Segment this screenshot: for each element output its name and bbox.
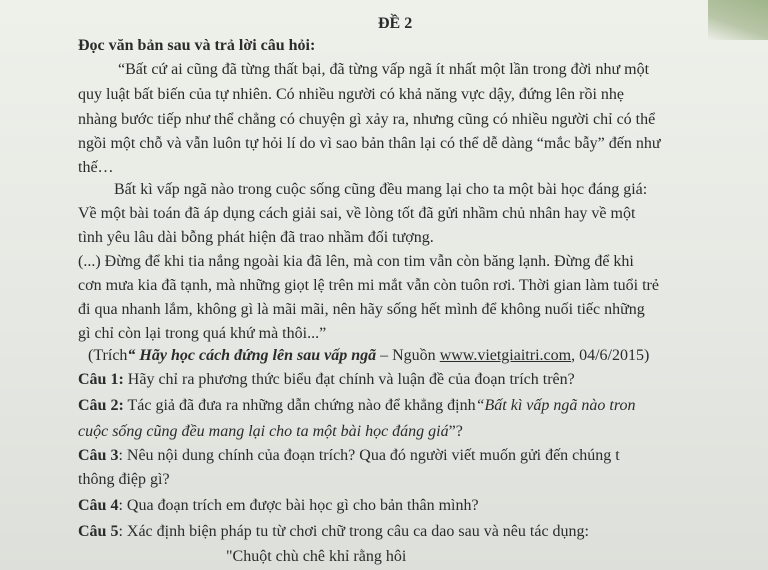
poem-line: "Chuột chù chê khỉ rằng hôi [226, 548, 407, 565]
passage-line: quy luật bất biến của tự nhiên. Có nhiều người có khả năng vực dậy, đứng lên rồi nhẹ [78, 86, 624, 103]
question-text: Tác giả đã đưa ra những dẫn chứng nào để khẳng định [123, 397, 476, 414]
instruction: Đọc văn bản sau và trả lời câu hỏi: [78, 37, 316, 54]
passage-line: thế… [78, 159, 114, 176]
question-text: : Qua đoạn trích em được bài học gì cho bản thân mình? [118, 497, 479, 514]
passage-line: (...) Đừng để khi tia nắng ngoài kia đã lên, mà con tim vẫn còn băng lạnh. Đừng để khi [78, 253, 634, 270]
question-end: ”? [448, 423, 463, 440]
question-4 [78, 496, 479, 516]
question-2 [78, 396, 635, 416]
passage-line: cơn mưa kia đã tạnh, mà những giọt lệ trên mi mắt vẫn còn tuôn rơi. Thời gian làm tuổi trẻ [78, 277, 659, 294]
question-2-continued [78, 422, 463, 442]
question-text: : Xác định biện pháp tu từ chơi chữ trong câu ca dao sau và nêu tác dụng: [118, 523, 589, 540]
background-object [708, 0, 768, 40]
source-dash: – Nguồn [376, 347, 440, 364]
passage-line: tình yêu lâu dài bỗng phát hiện đã trao nhầm đối tượng. [78, 229, 434, 246]
question-text: Hãy chỉ ra phương thức biểu đạt chính và luận đề của đoạn trích trên? [123, 371, 575, 388]
passage-line: “Bất cứ ai cũng đã từng thất bại, đã từng vấp ngã ít nhất một lần trong đời như một [118, 61, 650, 78]
question-1 [78, 370, 575, 390]
passage-line: Về một bài toán đã áp dụng cách giải sai, về lòng tốt đã gửi nhầm chủ nhân hay về một [78, 205, 636, 222]
passage-line: nhàng bước tiếp như thể chẳng có chuyện gì xảy ra, nhưng cũng có nhiều người chỉ có thể [78, 111, 656, 128]
question-3-continued: thông điệp gì? [78, 471, 170, 488]
source-prefix: (Trích [88, 347, 128, 364]
question-label: Câu 2: [78, 397, 124, 414]
question-label: Câu 4 [78, 497, 119, 514]
source-link[interactable]: www.vietgiaitri.com [439, 347, 572, 364]
source-citation [88, 346, 649, 366]
page-title: ĐỀ 2 [378, 15, 413, 32]
question-label: Câu 5 [78, 523, 119, 540]
question-quote: “Bất kì vấp ngã nào tron [475, 397, 636, 414]
source-date: , 04/6/2015) [571, 347, 650, 364]
question-label: Câu 3 [78, 447, 119, 464]
question-label: Câu 1: [78, 371, 124, 388]
passage-line: ngồi một chỗ và vẫn luôn tự hỏi lí do vì sao bản thân lại có thể dễ dàng “mắc bẫy” đến như [78, 135, 661, 152]
passage-line: gì chỉ còn lại trong quá khứ mà thôi...” [78, 325, 327, 342]
source-title: “ Hãy học cách đứng lên sau vấp ngã [127, 347, 377, 364]
question-text: : Nêu nội dung chính của đoạn trích? Qua đó người viết muốn gửi đến chúng t [118, 447, 620, 464]
passage-line: đi qua nhanh lắm, không gì là mãi mãi, nên hãy sống hết mình để không nuối tiếc những [78, 301, 645, 318]
passage-line: Bất kì vấp ngã nào trong cuộc sống cũng đều mang lại cho ta một bài học đáng giá: [114, 181, 648, 198]
question-quote-cont: cuộc sống cũng đều mang lại cho ta một bài học đáng giá [78, 423, 449, 440]
question-3 [78, 446, 620, 466]
question-5 [78, 522, 589, 542]
